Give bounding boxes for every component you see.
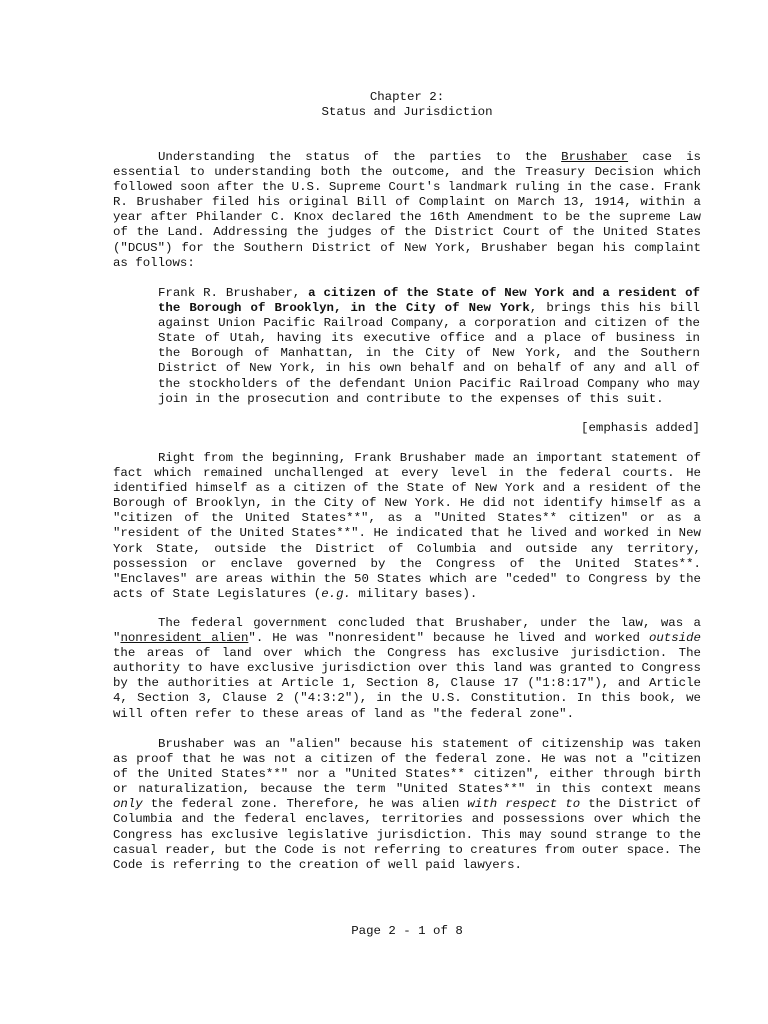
paragraph-statement-of-fact: Right from the beginning, Frank Brushaber made an important statement of fact which remained unchallenged at every level in the federal courts. He identified himself as a citizen of the State of New York and a resident of the Borough of Brooklyn, in the City of New York. He did not identify himself as a "citizen of the United States**", as a "United States** citizen" or as a "resident of the United States**". He indicated that he lived and worked in New York State, outside the District of Columbia and outside any territory, possession or enclave governed by the Congress of the United States**. "Enclaves" are areas within the 50 States which are "ceded" to Congress by the acts of State Legislatures (e.g. military bases). bbox=[113, 451, 701, 601]
case-name: Brushaber bbox=[561, 150, 629, 164]
nonresident-alien-term: nonresident alien bbox=[120, 631, 249, 646]
with-respect-to-emphasis: with respect to bbox=[467, 797, 581, 812]
paragraph-intro: Understanding the status of the parties to the Brushaber case is essential to understanding both the outcome, and the Treasury Decision which followed soon after the U.S. Supreme Court's landmark ruling in the case. Frank R. Brushaber filed his original Bill of Complaint on March 13, 1914, within a year after Philander C. Knox declared the 16th Amendment to be the supreme Law of the Land. Addressing the judges of the District Court of the United States ("DCUS") for the Southern District of New York, Brushaber began his complaint as follows: bbox=[113, 150, 701, 270]
emphasized-citizenship: a citizen of the State of New York and a resident of the Borough of Brooklyn, in the City of New York bbox=[158, 286, 700, 316]
emphasis-note: [emphasis added] bbox=[581, 421, 700, 435]
only-emphasis: only bbox=[113, 797, 143, 812]
paragraph-nonresident-alien: The federal government concluded that Brushaber, under the law, was a "nonresident alien". He was "nonresident" because he lived and worked outside the areas of land over which the Congress has exclusive jurisdiction. The authority to have exclusive jurisdiction over this land was granted to Congress by the authorities at Article 1, Section 8, Clause 17 ("1:8:17"), and Article 4, Section 3, Clause 2 ("4:3:2"), in the U.S. Constitution. In this book, we will often refer to these areas of land as "the federal zone". bbox=[113, 616, 701, 721]
chapter-title: Status and Jurisdiction bbox=[321, 105, 493, 119]
block-quote-complaint: Frank R. Brushaber, a citizen of the State of New York and a resident of the Borough of Brooklyn, in the City of New York, brings this his bill against Union Pacific Railroad Company, a corporation and citizen of the State of Utah, having its executive office and a place of business in the Borough of Manhattan, in the City of New York, and the Southern District of New York, in his own behalf and on behalf of any and all of the stockholders of the defendant Union Pacific Railroad Company who may join in the prosecution and contribute to the expenses of this suit. bbox=[158, 286, 700, 406]
outside-emphasis: outside bbox=[648, 631, 701, 646]
chapter-number: Chapter 2: bbox=[369, 90, 445, 104]
page-number: Page 2 - 1 of 8 bbox=[351, 924, 463, 938]
paragraph-alien: Brushaber was an "alien" because his statement of citizenship was taken as proof that he was not a citizen of the federal zone. He was not a "citizen of the United States**" nor a "United States** citizen", either through birth or naturalization, because the term "United States**" in this context means only the federal zone. Therefore, he was alien with respect to the District of Columbia and the federal enclaves, territories and possessions over which the Congress has exclusive legislative jurisdiction. This may sound strange to the casual reader, but the Code is not referring to creatures from outer space. The Code is referring to the creation of well paid lawyers. bbox=[113, 737, 701, 872]
eg-abbrev: e.g. bbox=[321, 586, 351, 601]
